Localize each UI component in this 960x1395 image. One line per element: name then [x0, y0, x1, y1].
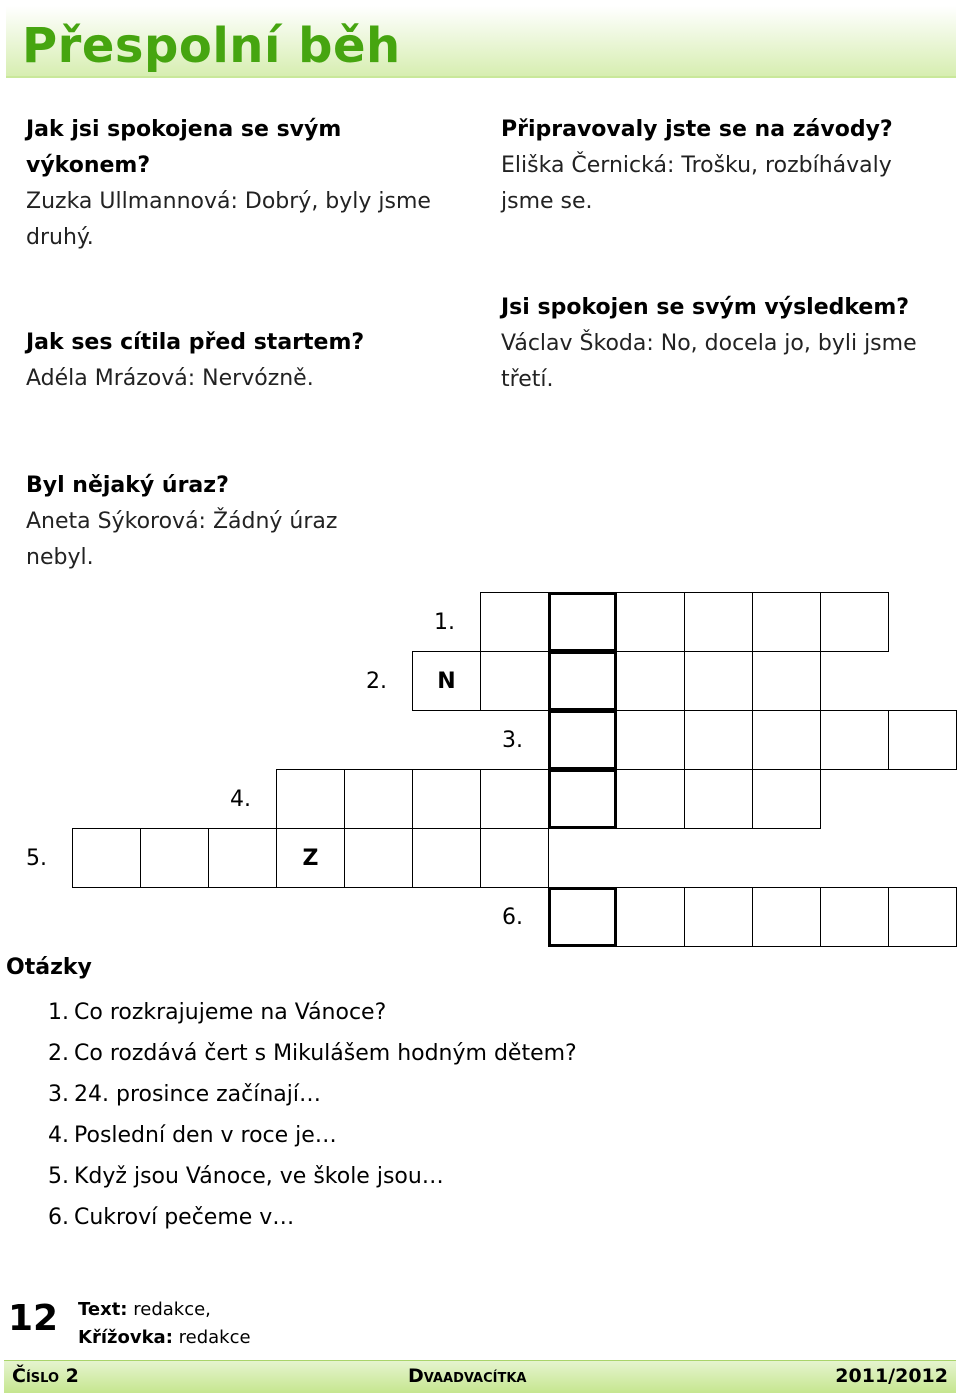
item-text: Poslední den v roce je…: [74, 1123, 337, 1148]
footer-bar: [4, 1360, 956, 1393]
crossword-cell[interactable]: [412, 828, 481, 888]
interview-answer: Adéla Mrázová: Nervózně.: [26, 366, 314, 391]
crossword-cell[interactable]: [684, 887, 753, 947]
crossword-cell[interactable]: [684, 710, 753, 770]
list-item: [48, 992, 577, 1033]
item-number: 1.: [48, 1000, 69, 1025]
clue-number: 3.: [502, 728, 523, 753]
questions-title: Otázky: [6, 955, 92, 980]
item-text: 24. prosince začínají…: [74, 1082, 321, 1107]
crossword-cell[interactable]: [752, 651, 821, 711]
crossword-cell[interactable]: [684, 651, 753, 711]
clue-number: 4.: [230, 787, 251, 812]
issue-number: Číslo 2: [12, 1365, 79, 1387]
crossword-cell[interactable]: [140, 828, 209, 888]
crossword-cell[interactable]: [820, 710, 889, 770]
crossword-cell[interactable]: [684, 592, 753, 652]
crossword-cell[interactable]: [480, 828, 549, 888]
crossword-cell[interactable]: [820, 592, 889, 652]
interview-question: Jsi spokojen se svým výsledkem?: [501, 295, 910, 320]
item-text: Cukroví pečeme v…: [74, 1205, 295, 1230]
list-item: [48, 1197, 577, 1238]
crossword-cell[interactable]: [480, 592, 549, 652]
crossword-cell[interactable]: [888, 710, 957, 770]
crossword-cell[interactable]: [480, 769, 549, 829]
crossword-cell[interactable]: [684, 769, 753, 829]
credit-label: Křížovka:: [78, 1327, 173, 1348]
interview-answer: Zuzka Ullmannová: Dobrý, byly jsme druhý.: [26, 189, 431, 250]
crossword-cell[interactable]: [616, 887, 685, 947]
credit-label: Text:: [78, 1299, 128, 1320]
credits: [78, 1296, 251, 1352]
crossword-cell[interactable]: [752, 710, 821, 770]
credit-value: redakce: [178, 1327, 251, 1348]
solution-cell[interactable]: [548, 710, 617, 770]
crossword-cell[interactable]: [72, 828, 141, 888]
clue-number: 2.: [366, 669, 387, 694]
list-item: [48, 1115, 577, 1156]
interview-answer: Aneta Sýkorová: Žádný úraz nebyl.: [26, 509, 338, 570]
crossword-cell[interactable]: [616, 710, 685, 770]
crossword-cell[interactable]: [616, 769, 685, 829]
page-title: Přespolní běh: [22, 18, 401, 74]
crossword-cell[interactable]: [276, 769, 345, 829]
item-number: 5.: [48, 1164, 69, 1189]
crossword-cell[interactable]: [412, 769, 481, 829]
solution-cell[interactable]: [548, 769, 617, 829]
crossword-cell[interactable]: [208, 828, 277, 888]
interview-question: Byl nějaký úraz?: [26, 473, 229, 498]
questions-list: [48, 992, 577, 1238]
crossword-cell[interactable]: N: [412, 651, 481, 711]
item-number: 3.: [48, 1082, 69, 1107]
solution-cell[interactable]: [548, 887, 617, 947]
crossword-cell[interactable]: [480, 651, 549, 711]
crossword-cell[interactable]: Z: [276, 828, 345, 888]
interview-question: Připravovaly jste se na závody?: [501, 117, 893, 142]
interview-answer: Eliška Černická: Trošku, rozbíhávaly jsme se.: [501, 153, 892, 214]
interview-question: Jak ses cítila před startem?: [26, 330, 365, 355]
crossword-cell[interactable]: [752, 592, 821, 652]
list-item: [48, 1156, 577, 1197]
solution-cell[interactable]: [548, 592, 617, 652]
item-text: Co rozdává čert s Mikulášem hodným dětem?: [74, 1041, 577, 1066]
item-text: Když jsou Vánoce, ve škole jsou…: [74, 1164, 444, 1189]
crossword-cell[interactable]: [752, 769, 821, 829]
school-year: 2011/2012: [835, 1365, 948, 1387]
interview-answer: Václav Škoda: No, docela jo, byli jsme třetí.: [501, 331, 917, 392]
item-text: Co rozkrajujeme na Vánoce?: [74, 1000, 387, 1025]
crossword-cell[interactable]: [752, 887, 821, 947]
list-item: [48, 1033, 577, 1074]
page-number: 12: [8, 1298, 59, 1339]
clue-number: 6.: [502, 905, 523, 930]
solution-cell[interactable]: [548, 651, 617, 711]
credit-value: redakce,: [133, 1299, 211, 1320]
crossword-cell[interactable]: [616, 651, 685, 711]
crossword-cell[interactable]: [820, 887, 889, 947]
list-item: [48, 1074, 577, 1115]
item-number: 2.: [48, 1041, 69, 1066]
interview-question: Jak jsi spokojena se svým výkonem?: [26, 117, 342, 178]
item-number: 6.: [48, 1205, 69, 1230]
crossword-cell[interactable]: [344, 828, 413, 888]
crossword-cell[interactable]: [888, 887, 957, 947]
magazine-name: Dvaadvacítka: [408, 1365, 527, 1387]
crossword-cell[interactable]: [344, 769, 413, 829]
clue-number: 5.: [26, 846, 47, 871]
crossword-cell[interactable]: [616, 592, 685, 652]
item-number: 4.: [48, 1123, 69, 1148]
clue-number: 1.: [434, 610, 455, 635]
